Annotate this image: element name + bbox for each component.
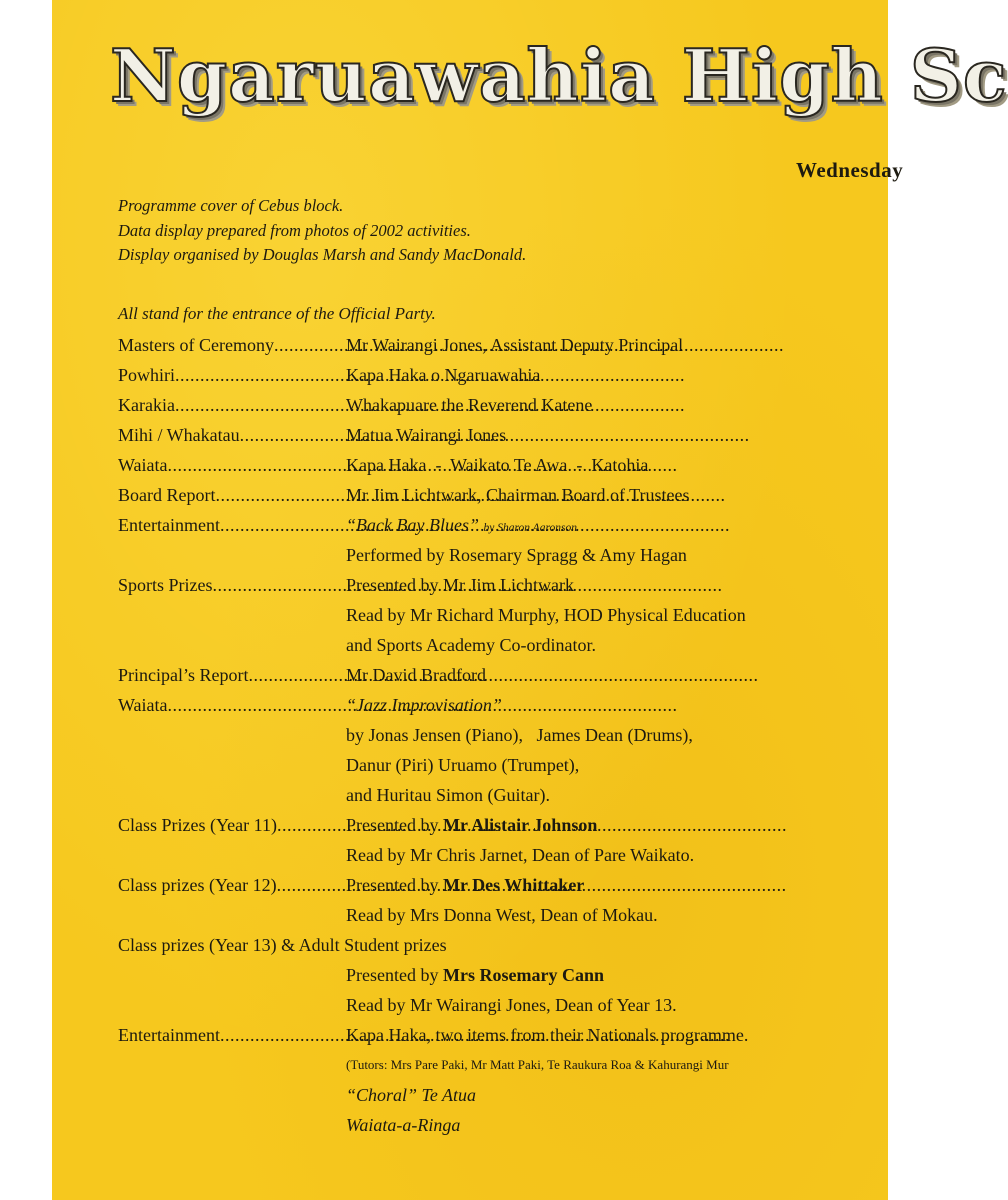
item-label: Mihi / Whakatau: [118, 425, 240, 445]
programme-item: [118, 870, 748, 900]
note-line: Display organised by Douglas Marsh and Sandy MacDonald.: [118, 245, 527, 264]
programme-item: [118, 810, 748, 840]
presenter-name: Mr Des Whittaker: [442, 875, 585, 895]
item-detail: Read by Mr Chris Jarnet, Dean of Pare Waikato.: [346, 845, 695, 865]
programme-item: [118, 330, 748, 360]
item-value: [346, 510, 577, 540]
item-label: Waiata: [118, 695, 168, 715]
school-name: Ngaruawahia High Sc: [110, 33, 1008, 118]
programme-list: [118, 330, 748, 1140]
presented-by-text: Presented by: [346, 875, 439, 895]
item-value: [346, 810, 597, 840]
item-label: Waiata: [118, 455, 168, 475]
programme-continuation: [118, 1110, 748, 1140]
item-label: Class prizes (Year 13) & Adult Student prizes: [118, 935, 447, 955]
item-label: Class prizes (Year 12): [118, 875, 277, 895]
programme-continuation: [118, 960, 748, 990]
item-detail: Read by Mr Wairangi Jones, Dean of Year 13.: [346, 995, 677, 1015]
tutors-credit: (Tutors: Mrs Pare Paki, Mr Matt Paki, Te Raukura Roa & Kahurangi Mur: [346, 1057, 729, 1072]
item-label: Entertainment: [118, 515, 220, 535]
programme-continuation: [118, 1080, 748, 1110]
event-date: Wednesday: [796, 158, 904, 182]
item-label: Entertainment: [118, 1025, 220, 1045]
item-value: [346, 960, 604, 990]
item-value: Kapa Haka o Ngaruawahia: [346, 365, 541, 385]
item-label: Sports Prizes: [118, 575, 213, 595]
item-label: Board Report: [118, 485, 216, 505]
item-detail: Danur (Piri) Uruamo (Trumpet),: [346, 755, 580, 775]
school-title: [110, 33, 1008, 118]
programme-item: [118, 450, 748, 480]
item-detail: and Sports Academy Co-ordinator.: [346, 635, 596, 655]
programme-continuation: [118, 600, 748, 630]
programme-item: [118, 360, 748, 390]
item-detail: Read by Mr Richard Murphy, HOD Physical Education: [346, 605, 746, 625]
item-value: Matua Wairangi Jones: [346, 425, 507, 445]
item-value: Kapa Haka - Waikato Te Awa - Katohia: [346, 455, 649, 475]
item-value: Whakapuare the Reverend Katene: [346, 395, 593, 415]
item-value: Presented by Mr Jim Lichtwark: [346, 575, 574, 595]
programme-continuation: [118, 780, 748, 810]
piece-title: “Back Bay Blues”: [346, 515, 479, 535]
programme-item: [118, 930, 748, 960]
programme-item: [118, 480, 748, 510]
programme-continuation: [118, 1050, 748, 1080]
item-label: Principal’s Report: [118, 665, 249, 685]
programme-continuation: [118, 540, 748, 570]
programme-continuation: [118, 750, 748, 780]
display-notes: [118, 194, 526, 268]
item-detail: Read by Mrs Donna West, Dean of Mokau.: [346, 905, 658, 925]
note-line: Programme cover of Cebus block.: [118, 196, 344, 215]
item-label: Class Prizes (Year 11): [118, 815, 277, 835]
programme-item: [118, 510, 748, 540]
programme-item: [118, 570, 748, 600]
programme-continuation: [118, 900, 748, 930]
programme-continuation: [118, 720, 748, 750]
item-detail: and Huritau Simon (Guitar).: [346, 785, 550, 805]
programme-item: [118, 420, 748, 450]
item-detail: “Choral” Te Atua: [346, 1085, 477, 1105]
presented-by-text: Presented by: [346, 965, 439, 985]
programme-page: [52, 0, 1008, 1200]
programme-item: [118, 390, 748, 420]
item-label: Masters of Ceremony: [118, 335, 274, 355]
piece-title: “Jazz Improvisation”: [346, 695, 502, 715]
composer-credit: by Sharon Aaronson: [483, 522, 577, 534]
item-value: Kapa Haka, two items from their Nationals programme.: [346, 1025, 749, 1045]
stand-instruction: All stand for the entrance of the Official Party.: [118, 304, 436, 323]
item-detail: Performed by Rosemary Spragg & Amy Hagan: [346, 545, 687, 565]
presenter-name: Mrs Rosemary Cann: [442, 965, 604, 985]
item-value: Mr David Bradford: [346, 665, 486, 685]
programme-item: [118, 690, 748, 720]
item-label: Karakia: [118, 395, 175, 415]
presenter-name: Mr Alistair Johnson: [442, 815, 598, 835]
item-value: Mr Jim Lichtwark, Chairman Board of Trustees: [346, 485, 690, 505]
item-detail: Waiata-a-Ringa: [346, 1115, 461, 1135]
item-value: Mr Wairangi Jones, Assistant Deputy Principal: [346, 335, 684, 355]
programme-item: [118, 1020, 748, 1050]
presented-by-text: Presented by: [346, 815, 439, 835]
item-label: Powhiri: [118, 365, 176, 385]
item-detail: by Jonas Jensen (Piano), James Dean (Drums),: [346, 725, 693, 745]
programme-item: [118, 660, 748, 690]
programme-continuation: [118, 990, 748, 1020]
item-value: [346, 690, 502, 720]
programme-continuation: [118, 840, 748, 870]
item-value: [346, 870, 584, 900]
programme-continuation: [118, 630, 748, 660]
note-line: Data display prepared from photos of 2002 activities.: [118, 220, 471, 240]
